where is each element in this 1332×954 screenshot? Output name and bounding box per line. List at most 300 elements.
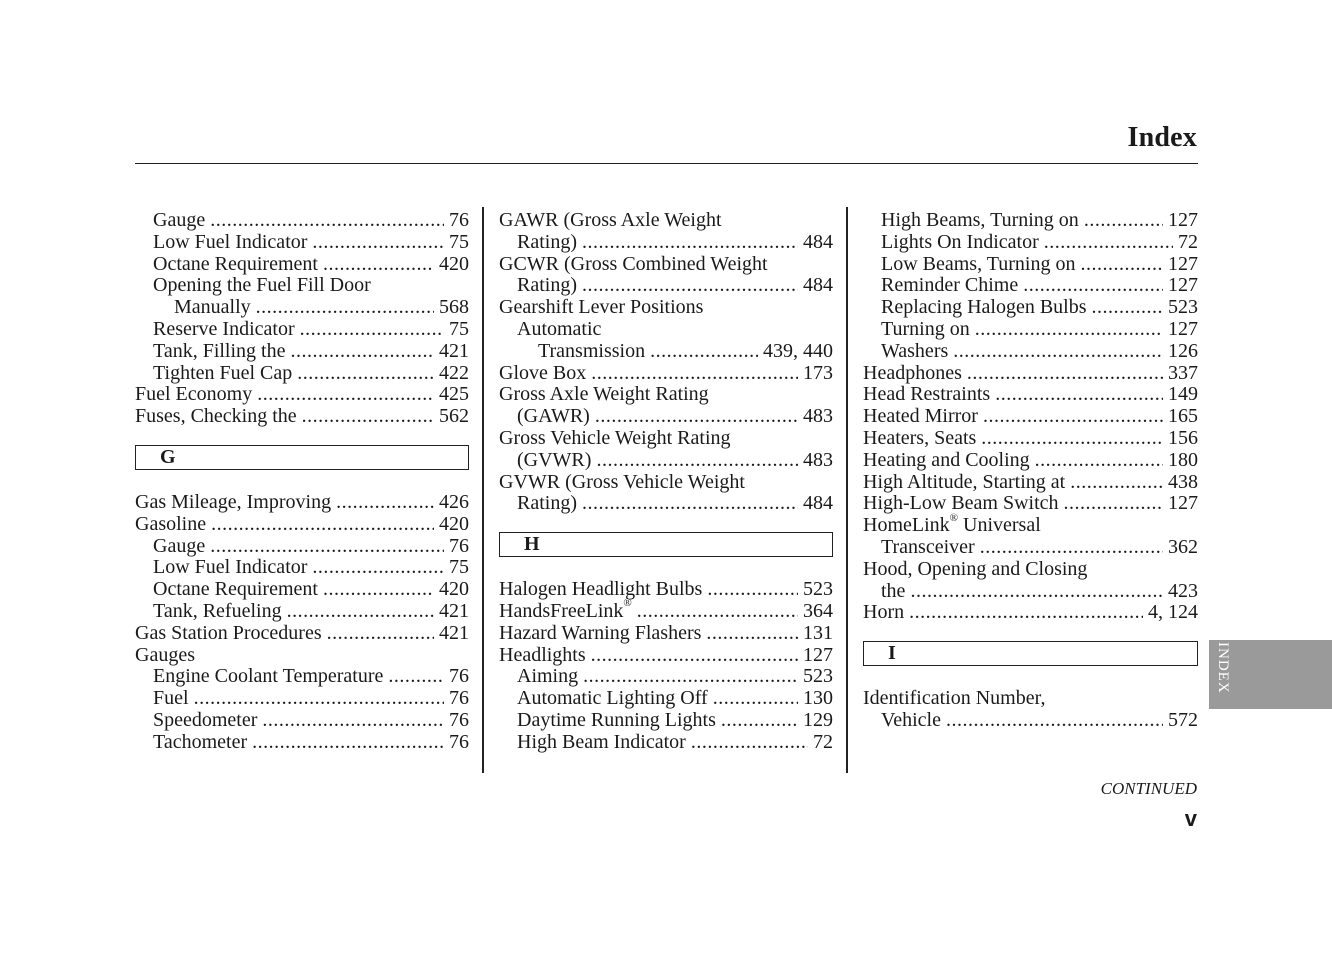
entry-label: Hazard Warning Flashers xyxy=(499,621,702,644)
index-entry xyxy=(499,450,833,472)
section-header-g: G xyxy=(135,445,469,470)
index-entry xyxy=(499,210,833,232)
index-entry xyxy=(863,710,1198,732)
entry-text xyxy=(499,623,701,645)
index-entry xyxy=(499,254,833,276)
page-reference[interactable]: 337 xyxy=(1168,361,1198,384)
entry-group xyxy=(863,210,1198,624)
index-entry xyxy=(135,601,469,623)
dot-leader xyxy=(256,297,434,319)
entry-label: the xyxy=(881,579,906,602)
entry-label: (GVWR) xyxy=(517,448,592,471)
dot-leader xyxy=(312,557,444,579)
page-reference[interactable]: 568 xyxy=(439,296,469,319)
entry-label: Reserve Indicator xyxy=(153,317,295,340)
index-entry xyxy=(135,688,469,710)
entry-text xyxy=(863,559,1087,581)
column-divider xyxy=(482,207,484,773)
index-column-2 xyxy=(499,210,833,754)
entry-label: Head Restraints xyxy=(863,383,991,406)
entry-label: Tachometer xyxy=(153,730,248,753)
index-entry xyxy=(499,623,833,645)
index-entry xyxy=(499,428,833,450)
entry-label: Low Fuel Indicator xyxy=(153,230,308,253)
dot-leader xyxy=(194,688,444,710)
page-reference[interactable]: 126 xyxy=(1168,339,1198,362)
entry-label: HomeLink xyxy=(863,514,950,537)
entry-text xyxy=(517,232,577,254)
index-entry xyxy=(499,341,833,363)
entry-label: GAWR (Gross Axle Weight xyxy=(499,209,722,231)
index-entry xyxy=(135,492,469,514)
dot-leader xyxy=(909,602,1143,624)
page-reference[interactable]: 420 xyxy=(439,578,469,601)
index-entry xyxy=(863,406,1198,428)
page-reference[interactable]: 72 xyxy=(1178,230,1198,253)
page-reference[interactable]: 483 xyxy=(803,448,833,471)
entry-label: High-Low Beam Switch xyxy=(863,492,1059,515)
entry-label: Tighten Fuel Cap xyxy=(153,361,293,384)
entry-text xyxy=(881,710,941,732)
entry-text xyxy=(863,493,1059,515)
dot-leader xyxy=(327,623,434,645)
page-reference[interactable]: 127 xyxy=(1168,209,1198,231)
dot-leader xyxy=(582,493,798,515)
page-reference[interactable]: 130 xyxy=(803,687,833,710)
entry-text xyxy=(881,275,1018,297)
index-entry xyxy=(135,319,469,341)
dot-leader xyxy=(637,601,798,623)
entry-text xyxy=(153,275,371,297)
page-reference[interactable]: 75 xyxy=(449,556,469,579)
entry-label: GCWR (Gross Combined Weight xyxy=(499,252,768,275)
index-entry xyxy=(863,511,1198,537)
entry-label: Turning on xyxy=(881,317,970,340)
dot-leader xyxy=(583,666,798,688)
entry-text xyxy=(153,666,383,688)
entry-label: Manually xyxy=(174,296,251,319)
entry-group xyxy=(135,210,469,428)
section-header-h: H xyxy=(499,532,833,557)
entry-label: Heated Mirror xyxy=(863,405,978,428)
entry-label: Headlights xyxy=(499,643,586,666)
page-reference[interactable]: 156 xyxy=(1168,426,1198,449)
page-reference[interactable]: 422 xyxy=(439,361,469,384)
index-entry xyxy=(499,232,833,254)
entry-label: Automatic Lighting Off xyxy=(517,687,708,710)
entry-text xyxy=(517,688,708,710)
entry-text xyxy=(153,341,285,363)
page-reference[interactable]: 423 xyxy=(1168,579,1198,602)
dot-leader xyxy=(591,645,798,667)
entry-text xyxy=(863,406,978,428)
entry-text xyxy=(881,581,905,603)
entry-text xyxy=(863,428,976,450)
index-side-tab[interactable] xyxy=(1209,640,1332,709)
index-entry xyxy=(135,341,469,363)
entry-text xyxy=(881,341,948,363)
index-entry xyxy=(863,559,1198,581)
entry-text xyxy=(517,666,578,688)
dot-leader xyxy=(983,406,1163,428)
column-divider xyxy=(846,207,848,773)
entry-label: High Beams, Turning on xyxy=(881,209,1079,231)
page-reference[interactable]: 129 xyxy=(803,708,833,731)
entry-group xyxy=(499,579,833,753)
page-reference[interactable]: 149 xyxy=(1168,383,1198,406)
entry-label: Replacing Halogen Bulbs xyxy=(881,296,1087,319)
entry-text xyxy=(517,710,716,732)
page-reference[interactable]: 76 xyxy=(449,209,469,231)
dot-leader xyxy=(1064,493,1163,515)
entry-text xyxy=(174,297,251,319)
page-reference[interactable]: 127 xyxy=(1168,317,1198,340)
page-reference[interactable]: 420 xyxy=(439,512,469,535)
page-reference[interactable]: 75 xyxy=(449,317,469,340)
index-entry xyxy=(499,597,833,623)
page-reference[interactable]: 572 xyxy=(1168,708,1198,731)
index-entry xyxy=(499,406,833,428)
page-reference[interactable]: 180 xyxy=(1168,448,1198,471)
index-entry xyxy=(863,232,1198,254)
page-reference[interactable]: 173 xyxy=(803,361,833,384)
entry-label: Automatic xyxy=(517,317,602,340)
dot-leader xyxy=(210,210,444,232)
entry-text xyxy=(881,297,1087,319)
index-entry xyxy=(863,450,1198,472)
page-reference[interactable]: 75 xyxy=(449,230,469,253)
entry-text xyxy=(499,297,703,319)
dot-leader xyxy=(312,232,444,254)
dot-leader xyxy=(290,341,434,363)
page-reference[interactable]: 362 xyxy=(1168,535,1198,558)
entry-text xyxy=(135,645,195,667)
index-entry xyxy=(135,645,469,667)
index-column-1 xyxy=(135,210,469,754)
entry-label: Octane Requirement xyxy=(153,252,318,275)
entry-label: Speedometer xyxy=(153,708,258,731)
entry-text xyxy=(135,492,331,514)
page-reference[interactable]: 562 xyxy=(439,405,469,428)
entry-label: Octane Requirement xyxy=(153,578,318,601)
index-entry xyxy=(863,428,1198,450)
index-entry xyxy=(863,363,1198,385)
index-entry xyxy=(863,581,1198,603)
entry-text xyxy=(153,536,205,558)
entry-label: HandsFreeLink xyxy=(499,599,624,622)
dot-leader xyxy=(211,514,434,536)
entry-text xyxy=(135,623,322,645)
entry-label: Gross Axle Weight Rating xyxy=(499,383,709,406)
entry-text xyxy=(153,363,292,385)
entry-text xyxy=(499,210,722,232)
page-reference[interactable]: 483 xyxy=(803,405,833,428)
dot-leader xyxy=(595,406,798,428)
entry-label: Low Beams, Turning on xyxy=(881,252,1076,275)
index-entry xyxy=(135,363,469,385)
page-reference[interactable]: 421 xyxy=(439,339,469,362)
dot-leader xyxy=(995,384,1163,406)
entry-text xyxy=(153,732,247,754)
page-number: v xyxy=(1184,806,1197,831)
entry-group xyxy=(863,688,1198,732)
page-reference[interactable]: 76 xyxy=(449,534,469,557)
dot-leader xyxy=(967,363,1163,385)
entry-label: Rating) xyxy=(517,230,577,253)
index-entry xyxy=(863,472,1198,494)
entry-text xyxy=(499,384,709,406)
index-entry xyxy=(863,688,1198,710)
entry-group xyxy=(499,210,833,515)
dot-leader xyxy=(336,492,434,514)
entry-label: Headphones xyxy=(863,361,962,384)
index-entry xyxy=(499,645,833,667)
entry-text xyxy=(863,363,962,385)
dot-leader xyxy=(297,363,434,385)
entry-label: Reminder Chime xyxy=(881,274,1019,297)
entry-label: High Altitude, Starting at xyxy=(863,470,1066,493)
entry-text xyxy=(517,319,601,341)
entry-text xyxy=(881,254,1075,276)
dot-leader xyxy=(706,623,798,645)
index-entry xyxy=(135,710,469,732)
entry-text xyxy=(863,688,1045,710)
entry-label: Transmission xyxy=(538,339,646,362)
page-reference[interactable]: 127 xyxy=(803,643,833,666)
page-reference[interactable]: 439, 440 xyxy=(763,339,833,362)
entry-label: Fuel xyxy=(153,687,189,710)
page-reference[interactable]: 4, 124 xyxy=(1148,601,1198,624)
dot-leader xyxy=(323,579,434,601)
dot-leader xyxy=(302,406,434,428)
entry-text xyxy=(499,472,745,494)
continued-label: CONTINUED xyxy=(1100,779,1197,798)
entry-label: Heaters, Seats xyxy=(863,426,977,449)
index-entry xyxy=(499,472,833,494)
registered-mark: ® xyxy=(623,597,632,610)
page-reference[interactable]: 76 xyxy=(449,687,469,710)
index-entry xyxy=(863,341,1198,363)
entry-label: Aiming xyxy=(517,665,579,688)
dot-leader xyxy=(981,428,1163,450)
index-entry xyxy=(499,493,833,515)
entry-text xyxy=(153,319,295,341)
dot-leader xyxy=(1070,472,1163,494)
entry-label: Daytime Running Lights xyxy=(517,708,716,731)
dot-leader xyxy=(300,319,444,341)
dot-leader xyxy=(975,319,1163,341)
dot-leader xyxy=(650,341,758,363)
entry-label: Gauge xyxy=(153,209,206,231)
entry-text xyxy=(135,406,297,428)
dot-leader xyxy=(1044,232,1173,254)
entry-label: Gauges xyxy=(135,643,195,666)
dot-leader xyxy=(287,601,434,623)
dot-leader xyxy=(1092,297,1163,319)
index-entry xyxy=(499,710,833,732)
index-entry xyxy=(863,297,1198,319)
index-entry xyxy=(135,384,469,406)
index-entry xyxy=(135,666,469,688)
entry-label: GVWR (Gross Vehicle Weight xyxy=(499,470,745,493)
entry-text xyxy=(499,254,768,276)
page-reference[interactable]: 76 xyxy=(449,665,469,688)
dot-leader xyxy=(388,666,444,688)
entry-label: Identification Number, xyxy=(863,687,1046,710)
index-entry xyxy=(863,537,1198,559)
index-entry xyxy=(499,384,833,406)
dot-leader xyxy=(1080,254,1163,276)
entry-label: Washers xyxy=(881,339,949,362)
entry-text xyxy=(863,450,1030,472)
entry-label: Gasoline xyxy=(135,512,207,535)
entry-text xyxy=(499,363,586,385)
dot-leader xyxy=(252,732,444,754)
index-entry xyxy=(863,254,1198,276)
entry-text xyxy=(135,384,252,406)
entry-label: Tank, Refueling xyxy=(153,599,282,622)
entry-text xyxy=(499,645,586,667)
index-entry xyxy=(499,579,833,601)
entry-text xyxy=(153,254,318,276)
dot-leader xyxy=(953,341,1163,363)
index-entry xyxy=(135,297,469,319)
entry-label: Gas Station Procedures xyxy=(135,621,322,644)
entry-text xyxy=(153,688,189,710)
entry-label: Heating and Cooling xyxy=(863,448,1030,471)
entry-label: Gauge xyxy=(153,534,206,557)
page-reference[interactable]: 484 xyxy=(803,492,833,515)
index-entry xyxy=(499,666,833,688)
entry-text xyxy=(153,579,318,601)
entry-text xyxy=(153,557,307,579)
page-reference[interactable]: 76 xyxy=(449,730,469,753)
entry-text xyxy=(881,232,1039,254)
dot-leader xyxy=(980,537,1163,559)
page-reference[interactable]: 523 xyxy=(803,665,833,688)
dot-leader xyxy=(721,710,798,732)
entry-label: Vehicle xyxy=(881,708,941,731)
entry-text xyxy=(538,341,645,363)
index-entry xyxy=(863,275,1198,297)
index-entry xyxy=(499,363,833,385)
entry-label: Halogen Headlight Bulbs xyxy=(499,578,703,601)
page-reference[interactable]: 127 xyxy=(1168,252,1198,275)
dot-leader xyxy=(596,450,798,472)
dot-leader xyxy=(257,384,434,406)
dot-leader xyxy=(1035,450,1163,472)
entry-label: Horn xyxy=(863,601,905,624)
index-entry xyxy=(499,688,833,710)
entry-label: Low Fuel Indicator xyxy=(153,556,308,579)
index-entry xyxy=(135,557,469,579)
entry-text xyxy=(153,210,205,232)
entry-label: Gas Mileage, Improving xyxy=(135,490,332,513)
index-entry xyxy=(135,232,469,254)
dot-leader xyxy=(910,581,1163,603)
entry-text xyxy=(863,472,1065,494)
index-entry xyxy=(135,579,469,601)
dot-leader xyxy=(691,732,808,754)
entry-label: Rating) xyxy=(517,274,577,297)
entry-text xyxy=(499,579,702,601)
page-reference[interactable]: 438 xyxy=(1168,470,1198,493)
page-reference[interactable]: 484 xyxy=(803,274,833,297)
page-reference[interactable]: 421 xyxy=(439,621,469,644)
index-column-3 xyxy=(863,210,1198,732)
entry-text xyxy=(135,514,206,536)
entry-text xyxy=(881,537,975,559)
page-reference[interactable]: 127 xyxy=(1168,492,1198,515)
index-entry xyxy=(135,732,469,754)
page-reference[interactable]: 420 xyxy=(439,252,469,275)
dot-leader xyxy=(713,688,798,710)
entry-label: Hood, Opening and Closing xyxy=(863,557,1088,580)
entry-label: High Beam Indicator xyxy=(517,730,686,753)
dot-leader xyxy=(1023,275,1163,297)
index-entry xyxy=(863,210,1198,232)
side-tab-label: INDEX xyxy=(1215,642,1231,694)
page-reference[interactable]: 76 xyxy=(449,708,469,731)
entry-text xyxy=(499,428,731,450)
entry-label: Transceiver xyxy=(881,535,975,558)
entry-text xyxy=(863,384,990,406)
entry-label: Fuses, Checking the xyxy=(135,405,297,428)
page-reference[interactable]: 484 xyxy=(803,230,833,253)
index-entry xyxy=(863,493,1198,515)
entry-label: Gross Vehicle Weight Rating xyxy=(499,426,731,449)
entry-text xyxy=(881,319,970,341)
entry-text xyxy=(881,210,1079,232)
page-reference[interactable]: 421 xyxy=(439,599,469,622)
dot-leader xyxy=(323,254,434,276)
entry-text xyxy=(517,493,577,515)
entry-label: Tank, Filling the xyxy=(153,339,286,362)
entry-text xyxy=(499,597,632,623)
page-reference[interactable]: 425 xyxy=(439,383,469,406)
entry-text xyxy=(517,406,590,428)
index-entry xyxy=(135,254,469,276)
section-header-i: I xyxy=(863,641,1198,666)
entry-text xyxy=(863,602,904,624)
registered-mark: ® xyxy=(949,511,959,524)
page-reference[interactable]: 523 xyxy=(803,578,833,601)
index-entry xyxy=(135,536,469,558)
entry-label: Rating) xyxy=(517,492,577,515)
entry-label: Lights On Indicator xyxy=(881,230,1039,253)
index-entry xyxy=(863,602,1198,624)
page-reference[interactable]: 72 xyxy=(813,730,833,753)
index-entry xyxy=(135,406,469,428)
page-reference[interactable]: 127 xyxy=(1168,274,1198,297)
entry-label: Gearshift Lever Positions xyxy=(499,296,704,319)
dot-leader xyxy=(591,363,798,385)
index-entry xyxy=(135,623,469,645)
index-entry xyxy=(863,384,1198,406)
dot-leader xyxy=(210,536,444,558)
page-reference[interactable]: 426 xyxy=(439,490,469,513)
index-entry xyxy=(135,514,469,536)
page-reference[interactable]: 364 xyxy=(803,599,833,622)
page-reference[interactable]: 523 xyxy=(1168,296,1198,319)
entry-label: Fuel Economy xyxy=(135,383,253,406)
entry-label: Glove Box xyxy=(499,361,587,384)
index-entry xyxy=(499,297,833,319)
entry-text xyxy=(517,275,577,297)
page-reference[interactable]: 165 xyxy=(1168,405,1198,428)
entry-text xyxy=(153,232,307,254)
page-reference[interactable]: 131 xyxy=(803,621,833,644)
